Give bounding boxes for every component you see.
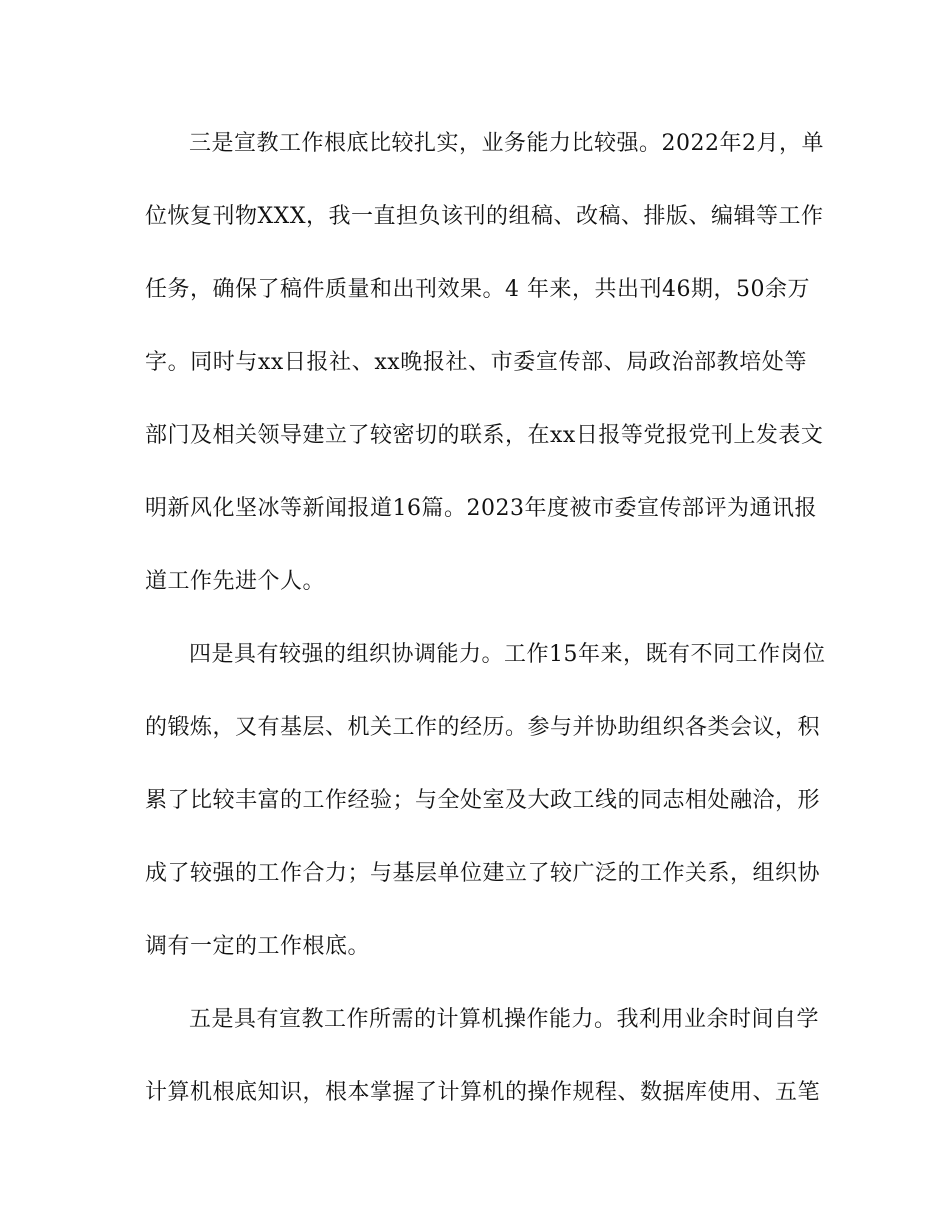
paragraph-1-line-4: 字。同时与xx日报社、xx晚报社、市委宣传部、局政治部教培处等	[145, 350, 807, 375]
document-body	[145, 107, 826, 1129]
paragraph-1-line-2: 位恢复刊物XXX，我一直担负该刊的组稿、改稿、排版、编辑等工作	[145, 204, 824, 229]
paragraph-2-line-2: 的锻炼，又有基层、机关工作的经历。参与并协助组织各类会议，积	[145, 715, 821, 740]
paragraph-1-line-6: 明新风化坚冰等新闻报道16篇。2023年度被市委宣传部评为通讯报	[145, 496, 817, 521]
paragraph-1-line-1: 三是宣教工作根底比较扎实，业务能力比较强。2022年2月，单	[189, 131, 824, 156]
paragraph-2-line-5: 调有一定的工作根底。	[145, 934, 371, 959]
paragraph-2-line-1: 四是具有较强的组织协调能力。工作15年来，既有不同工作岗位	[189, 642, 826, 667]
paragraph-3-line-1: 五是具有宣教工作所需的计算机操作能力。我利用业余时间自学	[189, 1007, 820, 1032]
paragraph-1-line-7: 道工作先进个人。	[145, 569, 326, 594]
paragraph-2-line-4: 成了较强的工作合力；与基层单位建立了较广泛的工作关系，组织协	[145, 861, 821, 886]
paragraph-2-line-3: 累了比较丰富的工作经验；与全处室及大政工线的同志相处融洽，形	[145, 788, 821, 813]
paragraph-1-line-3: 任务，确保了稿件质量和出刊效果。4 年来，共出刊46期，50余万	[145, 277, 810, 302]
paragraph-1-line-5: 部门及相关领导建立了较密切的联系，在xx日报等党报党刊上发表文	[145, 423, 824, 448]
paragraph-3-line-2: 计算机根底知识，根本掌握了计算机的操作规程、数据库使用、五笔	[145, 1080, 821, 1105]
